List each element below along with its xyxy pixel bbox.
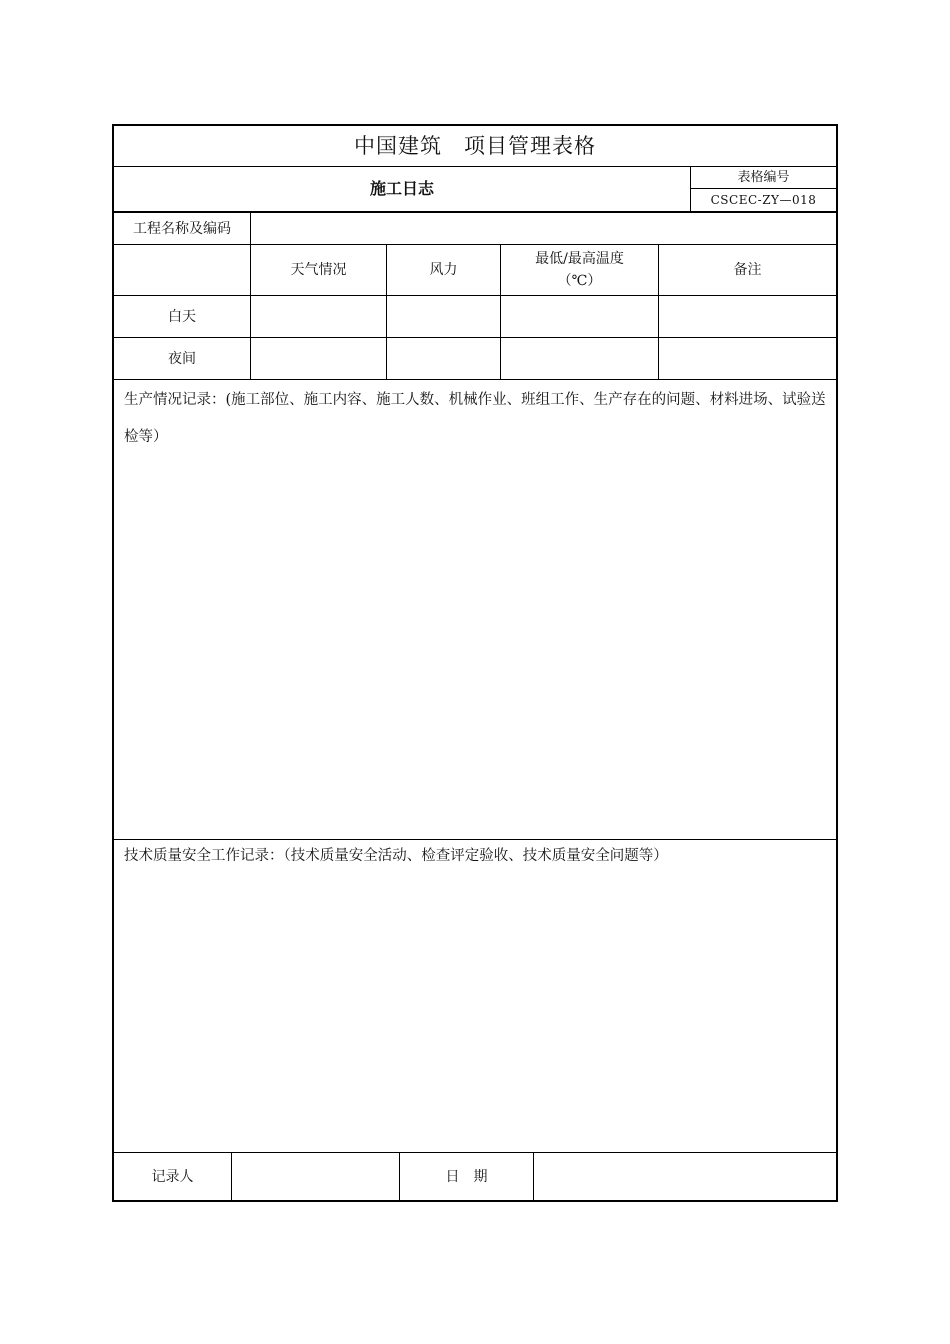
main-title-row [114,126,836,167]
weather-header-row [114,245,836,296]
night-wind-input[interactable] [386,338,500,379]
weather-header-blank [114,245,250,295]
signature-row [114,1153,836,1200]
quality-safety-record-section[interactable] [114,840,836,1153]
main-title: 中国建筑 项目管理表格 [354,134,596,158]
construction-log-form [112,124,838,1202]
day-temperature-input[interactable] [500,296,658,337]
weather-row-day [114,296,836,338]
production-record-label: 生产情况记录：(施工部位、施工内容、施工人数、机械作业、班组工作、生产存在的问题、材料进场、试验送检等） [124,392,826,445]
day-label: 白天 [168,308,196,325]
form-number-label: 表格编号 [691,167,836,189]
temperature-column-header [500,245,658,295]
wind-column-header: 风力 [386,245,500,295]
form-title-row [114,167,836,213]
form-number-box [690,167,836,211]
project-label: 工程名称及编码 [133,220,231,237]
weather-column-header: 天气情况 [250,245,386,295]
night-temperature-input[interactable] [500,338,658,379]
day-remarks-input[interactable] [658,296,836,337]
remarks-column-header: 备注 [658,245,836,295]
day-weather-input[interactable] [250,296,386,337]
project-input[interactable] [250,213,836,244]
night-remarks-input[interactable] [658,338,836,379]
temperature-header-line2: （℃） [557,273,602,289]
night-weather-input[interactable] [250,338,386,379]
weather-row-night [114,338,836,380]
temperature-header-line1: 最低/最高温度 [535,251,624,267]
date-input[interactable] [533,1153,836,1200]
form-title: 施工日志 [369,179,434,198]
production-record-section[interactable] [114,380,836,840]
date-label: 日 期 [399,1153,533,1200]
recorder-input[interactable] [231,1153,399,1200]
form-number-value: CSCEC-ZY—018 [710,193,817,207]
recorder-label: 记录人 [151,1168,194,1185]
project-row [114,213,836,245]
quality-safety-record-label: 技术质量安全工作记录：（技术质量安全活动、检查评定验收、技术质量安全问题等） [124,848,668,864]
night-label: 夜间 [168,350,196,367]
day-wind-input[interactable] [386,296,500,337]
